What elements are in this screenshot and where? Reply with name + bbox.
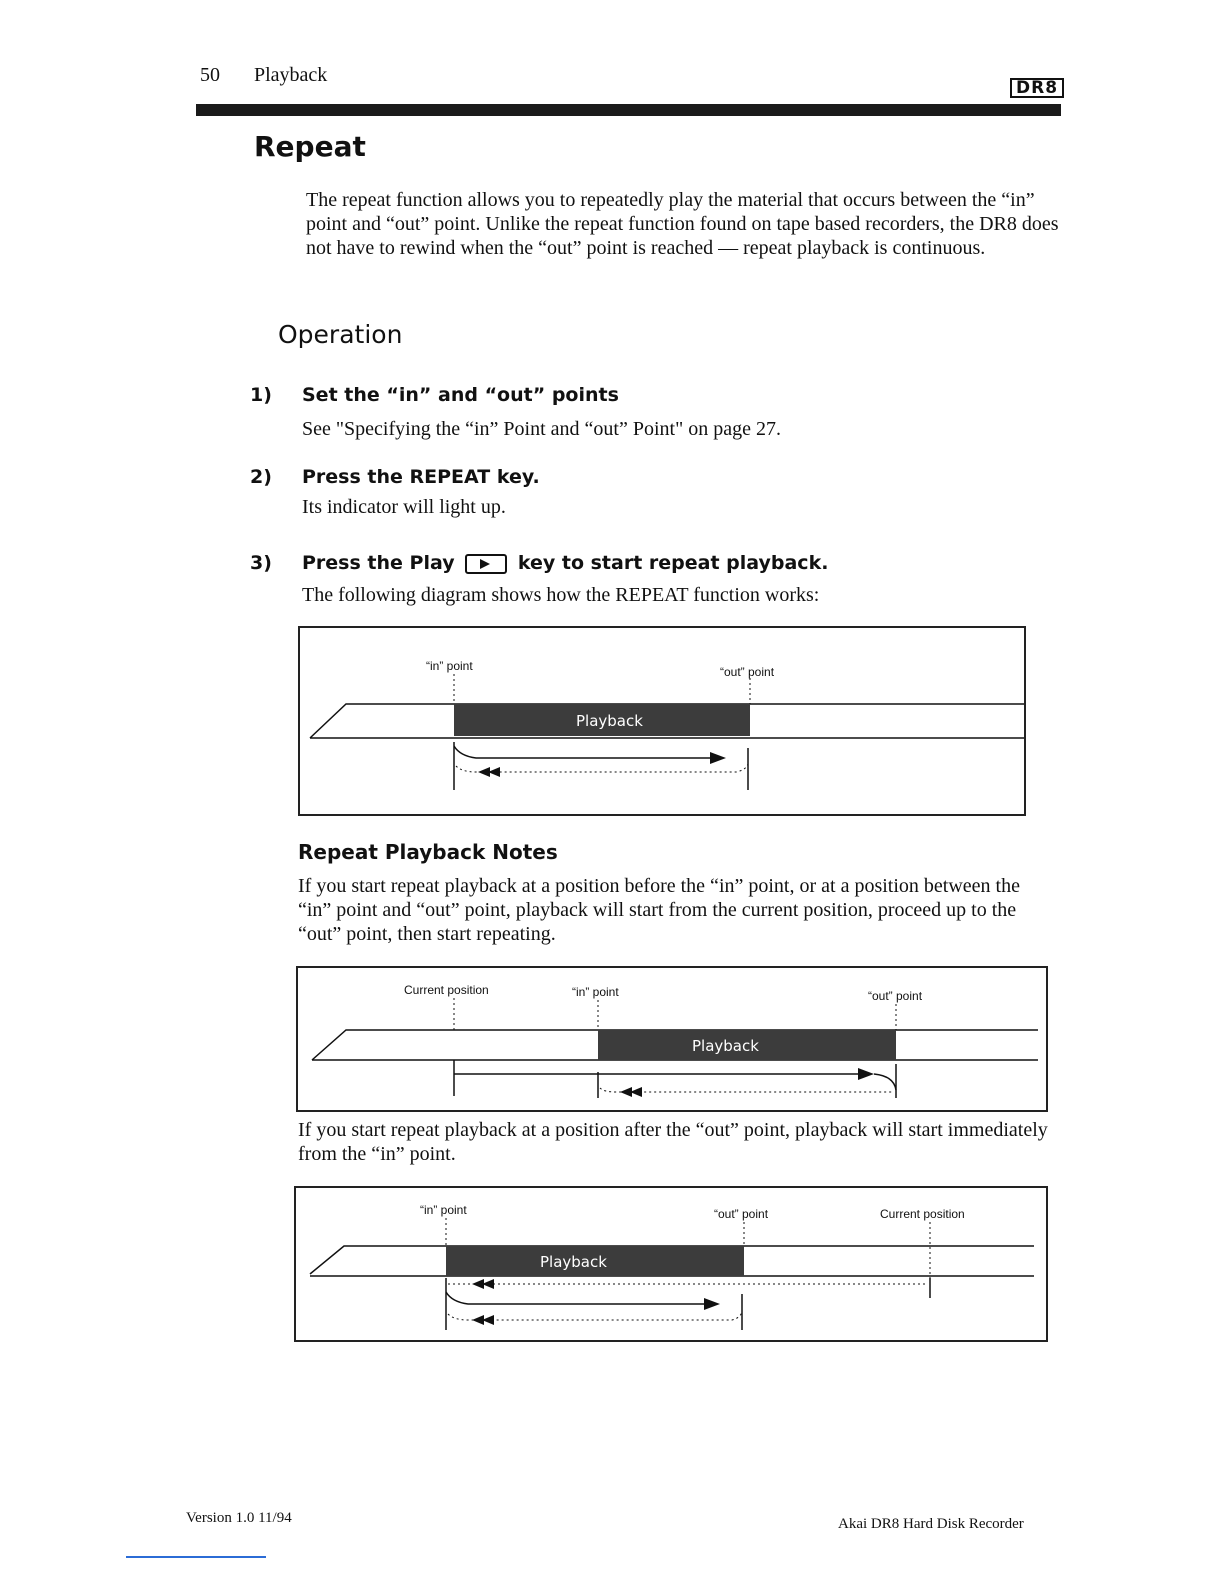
- repeat-diagram-after-out: [294, 1186, 1048, 1342]
- notes-paragraph-2: If you start repeat playback at a position after the “out” point, playback will start immediately from the “in” point.: [298, 1119, 1048, 1165]
- step-3-heading: [302, 552, 828, 574]
- step-3-body: The following diagram shows how the REPEAT function works:: [302, 584, 820, 606]
- step-1-heading: Set the “in” and “out” points: [302, 384, 619, 406]
- step-2-body: Its indicator will light up.: [302, 496, 506, 518]
- current-position-label: Current position: [404, 983, 489, 997]
- page-number: 50: [200, 64, 220, 86]
- playback-label: Playback: [692, 1037, 759, 1055]
- product-footer: Akai DR8 Hard Disk Recorder: [838, 1516, 1024, 1532]
- page-title: Repeat: [254, 130, 366, 163]
- step-3-heading-after: key to start repeat playback.: [517, 552, 829, 574]
- in-point-label: “in” point: [420, 1203, 467, 1217]
- forward-play-path: [454, 746, 710, 758]
- forward-play-path: [446, 1292, 704, 1304]
- notes-paragraph-1: If you start repeat playback at a position before the “in” point, or at a position between the “in” point and “out” point, playback will start from the current position, proceed up to the “out” point, then start repeating.: [298, 875, 1020, 945]
- repeat-diagram-before-in: [296, 966, 1048, 1112]
- out-point-label: “out” point: [720, 665, 775, 679]
- playback-label: Playback: [540, 1253, 607, 1271]
- step-1-number: 1): [250, 384, 272, 406]
- footer-link-line: [126, 1556, 266, 1558]
- forward-arrow-icon: [710, 752, 726, 764]
- play-key-icon: [465, 554, 507, 574]
- intro-paragraph: The repeat function allows you to repeatedly play the material that occurs between the “in” point and “out” point. Unlike the repeat function found on tape based recorders, the DR8 does not have to rewind when the “out” point is reached — repeat playback is continuous.: [306, 189, 1059, 259]
- current-position-label: Current position: [880, 1207, 965, 1221]
- in-point-label: “in” point: [572, 985, 619, 999]
- playback-label: Playback: [576, 712, 643, 730]
- step-2-number: 2): [250, 466, 272, 488]
- forward-arrow-icon: [858, 1068, 874, 1080]
- version-footer: Version 1.0 11/94: [186, 1510, 292, 1526]
- operation-heading: Operation: [278, 320, 403, 349]
- repeat-diagram: [298, 626, 1026, 816]
- step-2-heading: Press the REPEAT key.: [302, 466, 540, 488]
- dr8-logo: DR8: [1010, 78, 1064, 98]
- out-point-label: “out” point: [868, 989, 923, 1003]
- step-3-number: 3): [250, 552, 272, 574]
- step-1-body: See "Specifying the “in” Point and “out” Point" on page 27.: [302, 418, 782, 440]
- forward-arrow-icon: [704, 1298, 720, 1310]
- notes-heading: Repeat Playback Notes: [298, 840, 558, 864]
- out-point-label: “out” point: [714, 1207, 769, 1221]
- section-title: Playback: [254, 64, 328, 86]
- repeat-return-path: [600, 1088, 892, 1092]
- header-rule: [196, 104, 1061, 116]
- in-point-label: “in” point: [426, 659, 473, 673]
- step-3-heading-before: Press the Play: [302, 552, 455, 574]
